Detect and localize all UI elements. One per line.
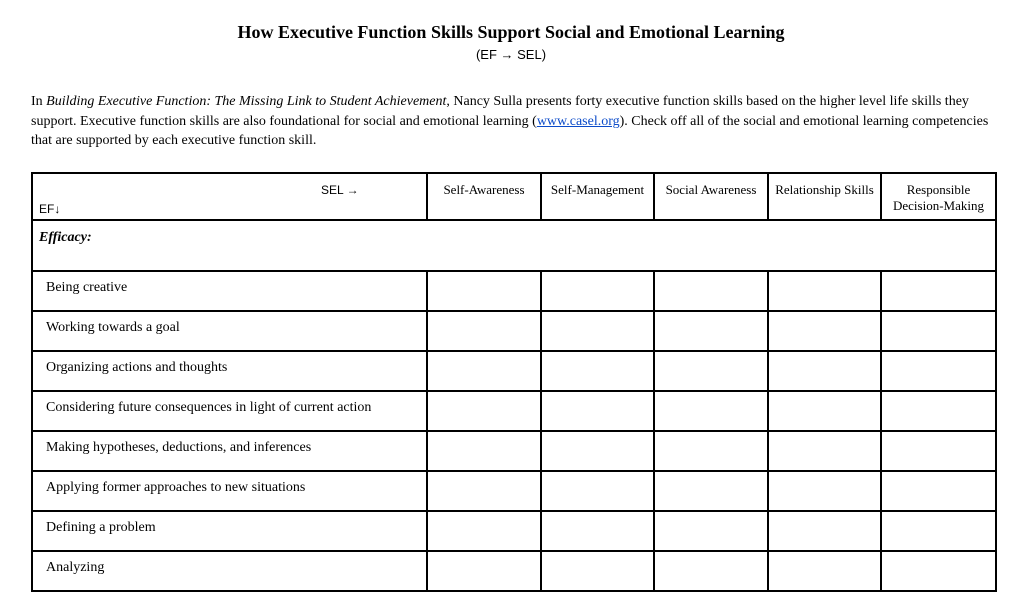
ef-sel-table xyxy=(31,172,997,592)
page-title: How Executive Function Skills Support Social and Emotional Learning xyxy=(237,22,785,42)
check-cell[interactable] xyxy=(881,431,996,471)
check-cell[interactable] xyxy=(541,471,654,511)
check-cell[interactable] xyxy=(654,391,768,431)
book-title: Building Executive Function: The Missing Link to Student Achievement xyxy=(46,94,447,109)
column-header-relationship-skills: Relationship Skills xyxy=(768,173,881,220)
check-cell[interactable] xyxy=(768,351,881,391)
check-cell[interactable] xyxy=(768,511,881,551)
check-cell[interactable] xyxy=(654,271,768,311)
check-cell[interactable] xyxy=(541,511,654,551)
check-cell[interactable] xyxy=(541,431,654,471)
check-cell[interactable] xyxy=(541,391,654,431)
table-row xyxy=(32,271,996,311)
table-row xyxy=(32,311,996,351)
table-row xyxy=(32,431,996,471)
column-header-social-awareness: Social Awareness xyxy=(654,173,768,220)
ef-axis-label: EF↓ xyxy=(39,202,61,216)
column-header-responsible-decision-making: Responsible Decision-Making xyxy=(881,173,996,220)
check-cell[interactable] xyxy=(541,351,654,391)
check-cell[interactable] xyxy=(654,351,768,391)
skill-rows xyxy=(32,271,996,591)
table-row xyxy=(32,391,996,431)
casel-link[interactable]: www.casel.org xyxy=(536,113,620,129)
check-cell[interactable] xyxy=(768,431,881,471)
check-cell[interactable] xyxy=(881,351,996,391)
skill-label: Considering future consequences in light of current action xyxy=(32,391,427,431)
page-subtitle: (EF → SEL) xyxy=(475,47,547,62)
table-row xyxy=(32,551,996,591)
check-cell[interactable] xyxy=(427,391,541,431)
check-cell[interactable] xyxy=(768,471,881,511)
check-cell[interactable] xyxy=(427,351,541,391)
intro-middle: , Nancy Sulla presents forty executive function skills based on the higher level life skills they support. Executive function skills are also foundational for social and emotional learning ( xyxy=(31,94,969,129)
check-cell[interactable] xyxy=(881,471,996,511)
skill-label: Making hypotheses, deductions, and inferences xyxy=(32,431,427,471)
check-cell[interactable] xyxy=(427,431,541,471)
skill-label: Defining a problem xyxy=(32,511,427,551)
check-cell[interactable] xyxy=(654,551,768,591)
skill-label: Being creative xyxy=(32,271,427,311)
intro-paragraph xyxy=(31,92,997,151)
check-cell[interactable] xyxy=(427,271,541,311)
check-cell[interactable] xyxy=(654,511,768,551)
check-cell[interactable] xyxy=(881,551,996,591)
table-row xyxy=(32,351,996,391)
table-header-row xyxy=(32,173,996,220)
skill-label: Analyzing xyxy=(32,551,427,591)
header-corner-cell xyxy=(32,173,427,220)
check-cell[interactable] xyxy=(427,471,541,511)
check-cell[interactable] xyxy=(881,391,996,431)
column-header-self-management: Self-Management xyxy=(541,173,654,220)
section-row xyxy=(32,220,996,271)
skill-label: Working towards a goal xyxy=(32,311,427,351)
check-cell[interactable] xyxy=(768,271,881,311)
intro-suffix: ). Check off all of the social and emotional learning competencies that are supported by each executive function skill. xyxy=(31,113,989,148)
check-cell[interactable] xyxy=(541,551,654,591)
intro-prefix: In xyxy=(31,94,47,109)
check-cell[interactable] xyxy=(881,311,996,351)
check-cell[interactable] xyxy=(427,311,541,351)
check-cell[interactable] xyxy=(768,311,881,351)
table-row xyxy=(32,471,996,511)
check-cell[interactable] xyxy=(541,271,654,311)
sel-axis-label: SEL → xyxy=(321,183,359,197)
table-row xyxy=(32,511,996,551)
check-cell[interactable] xyxy=(541,311,654,351)
section-label-efficacy: Efficacy: xyxy=(32,220,996,271)
check-cell[interactable] xyxy=(881,271,996,311)
skill-label: Organizing actions and thoughts xyxy=(32,351,427,391)
check-cell[interactable] xyxy=(768,391,881,431)
column-header-self-awareness: Self-Awareness xyxy=(427,173,541,220)
check-cell[interactable] xyxy=(654,471,768,511)
check-cell[interactable] xyxy=(427,551,541,591)
check-cell[interactable] xyxy=(654,311,768,351)
check-cell[interactable] xyxy=(768,551,881,591)
check-cell[interactable] xyxy=(654,431,768,471)
skill-label: Applying former approaches to new situations xyxy=(32,471,427,511)
check-cell[interactable] xyxy=(427,511,541,551)
check-cell[interactable] xyxy=(881,511,996,551)
